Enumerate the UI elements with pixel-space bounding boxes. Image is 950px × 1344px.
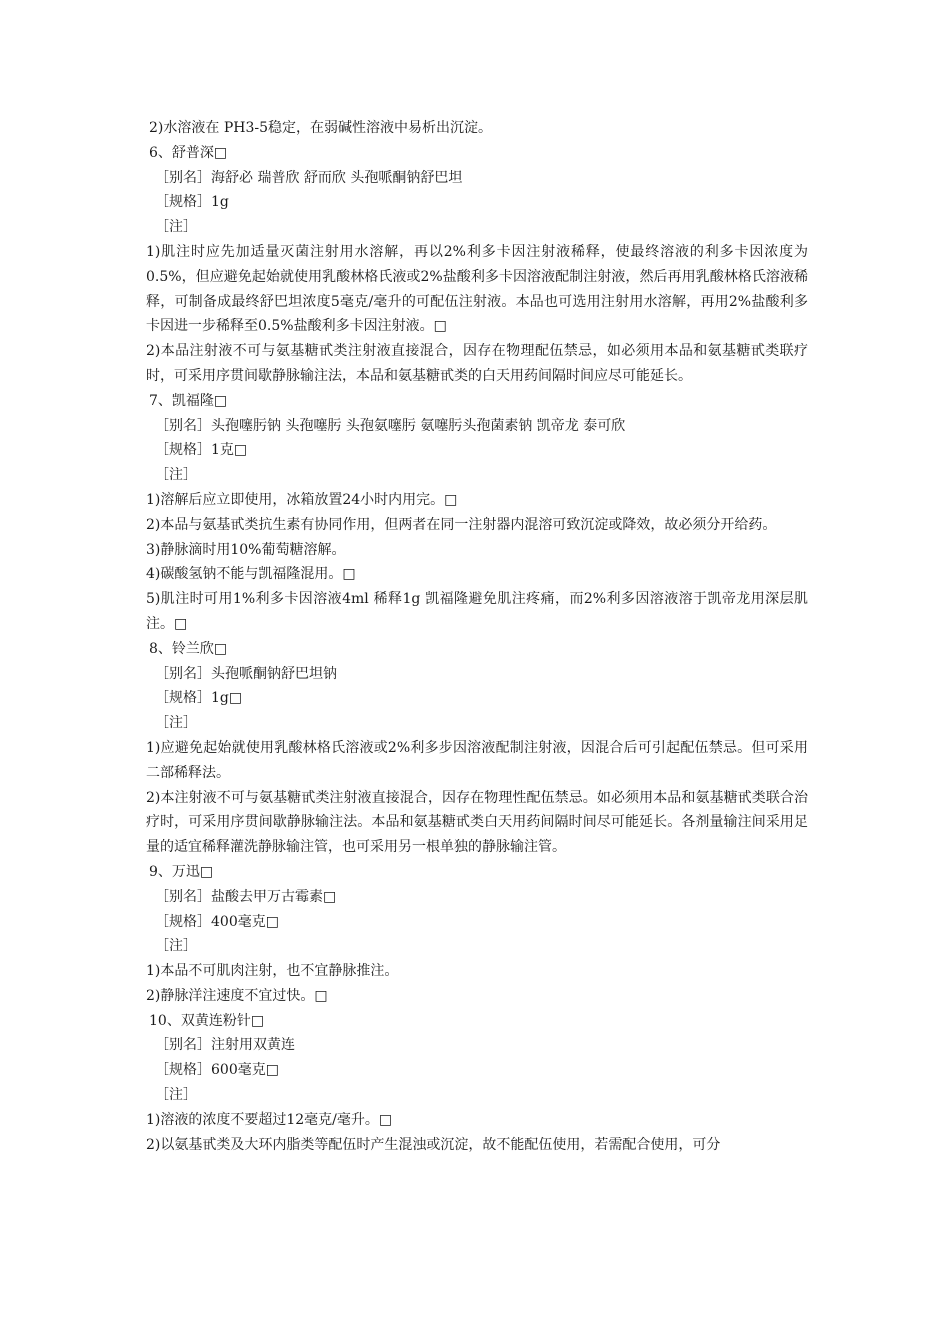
paragraph: ［规格］1克□ <box>155 442 248 459</box>
paragraph: 6、舒普深□ <box>149 144 228 161</box>
paragraph: 2)本品注射液不可与氨基糖甙类注射液直接混合，因存在物理配伍禁忌，如必须用本品和氨基糖甙类联疗时，可采用序贯间歇静脉输注法，本品和氨基糖甙类的白天用药间隔时间应尽可能延长。 <box>146 343 808 384</box>
paragraph: ［别名］注射用双黄连 <box>155 1037 295 1054</box>
document-body <box>146 116 808 1157</box>
paragraph: 10、双黄连粉针□ <box>149 1012 265 1029</box>
paragraph: ［规格］1g <box>155 194 229 211</box>
paragraph: 9、万迅□ <box>149 863 214 880</box>
paragraph: ［别名］海舒必 瑞普欣 舒而欣 头孢哌酮钠舒巴坦 <box>155 169 463 186</box>
paragraph: ［别名］盐酸去甲万古霉素□ <box>155 888 337 905</box>
paragraph: 7、凯福隆□ <box>149 392 228 409</box>
paragraph: 2)静脉洋注速度不宜过快。□ <box>146 987 328 1004</box>
paragraph: ［注］ <box>155 938 197 955</box>
paragraph: 8、铃兰欣□ <box>149 640 228 657</box>
paragraph: 5)肌注时可用1%利多卡因溶液4ml 稀释1g 凯福隆避免肌注疼痛，而2%利多因溶液溶于凯帝龙用深层肌注。□ <box>146 591 808 632</box>
paragraph: 2)以氨基甙类及大环内脂类等配伍时产生混浊或沉淀，故不能配伍使用，若需配合使用，可分 <box>146 1136 721 1153</box>
paragraph: ［注］ <box>155 467 197 484</box>
paragraph: 2)水溶液在 PH3-5稳定，在弱碱性溶液中易析出沉淀。 <box>149 120 492 136</box>
paragraph: ［规格］400毫克□ <box>155 913 279 930</box>
paragraph: 4)碳酸氢钠不能与凯福隆混用。□ <box>146 566 356 583</box>
paragraph: 3)静脉滴时用10%葡萄糖溶解。 <box>146 541 346 558</box>
paragraph: ［注］ <box>155 715 197 732</box>
paragraph: 1)溶液的浓度不要超过12毫克/毫升。□ <box>146 1111 393 1128</box>
paragraph: 2)本品与氨基甙类抗生素有协同作用，但两者在同一注射器内混溶可致沉淀或降效，故必须分开给药。 <box>146 516 777 533</box>
paragraph: 1)肌注时应先加适量灭菌注射用水溶解，再以2%利多卡因注射液稀释，使最终溶液的利多卡因浓度为0.5%，但应避免起始就使用乳酸林格氏液或2%盐酸利多卡因溶液配制注射液，然后再用乳酸林格氏溶液稀释，可制备成最终舒巴坦浓度5毫克/毫升的可配伍注射液。本品也可选用注射用水溶解，再用2%盐酸利多卡因进一步稀释至0.5%盐酸利多卡因注射液。□ <box>146 243 808 335</box>
paragraph: ［注］ <box>155 219 197 236</box>
paragraph: 1)溶解后应立即使用，冰箱放置24小时内用完。□ <box>146 491 458 508</box>
paragraph: ［注］ <box>155 1087 197 1104</box>
paragraph: ［规格］1g□ <box>155 690 243 707</box>
paragraph: 2)本注射液不可与氨基糖甙类注射液直接混合，因存在物理性配伍禁忌。如必须用本品和氨基糖甙类联合治疗时，可采用序贯间歇静脉输注法。本品和氨基糖甙类白天用药间隔时间尽可能延长。各剂量输注间采用足量的适宜稀释灌洗静脉输注管，也可采用另一根单独的静脉输注管。 <box>146 789 808 856</box>
paragraph: ［别名］头孢哌酮钠舒巴坦钠 <box>155 665 337 682</box>
paragraph: 1)本品不可肌肉注射，也不宜静脉推注。 <box>146 963 399 980</box>
paragraph: 1)应避免起始就使用乳酸林格氏溶液或2%利多步因溶液配制注射液，因混合后可引起配伍禁忌。但可采用二部稀释法。 <box>146 739 808 781</box>
paragraph: ［规格］600毫克□ <box>155 1062 279 1079</box>
paragraph: ［别名］头孢噻肟钠 头孢噻肟 头孢氨噻肟 氨噻肟头孢菌素钠 凯帝龙 泰可欣 <box>155 417 626 434</box>
